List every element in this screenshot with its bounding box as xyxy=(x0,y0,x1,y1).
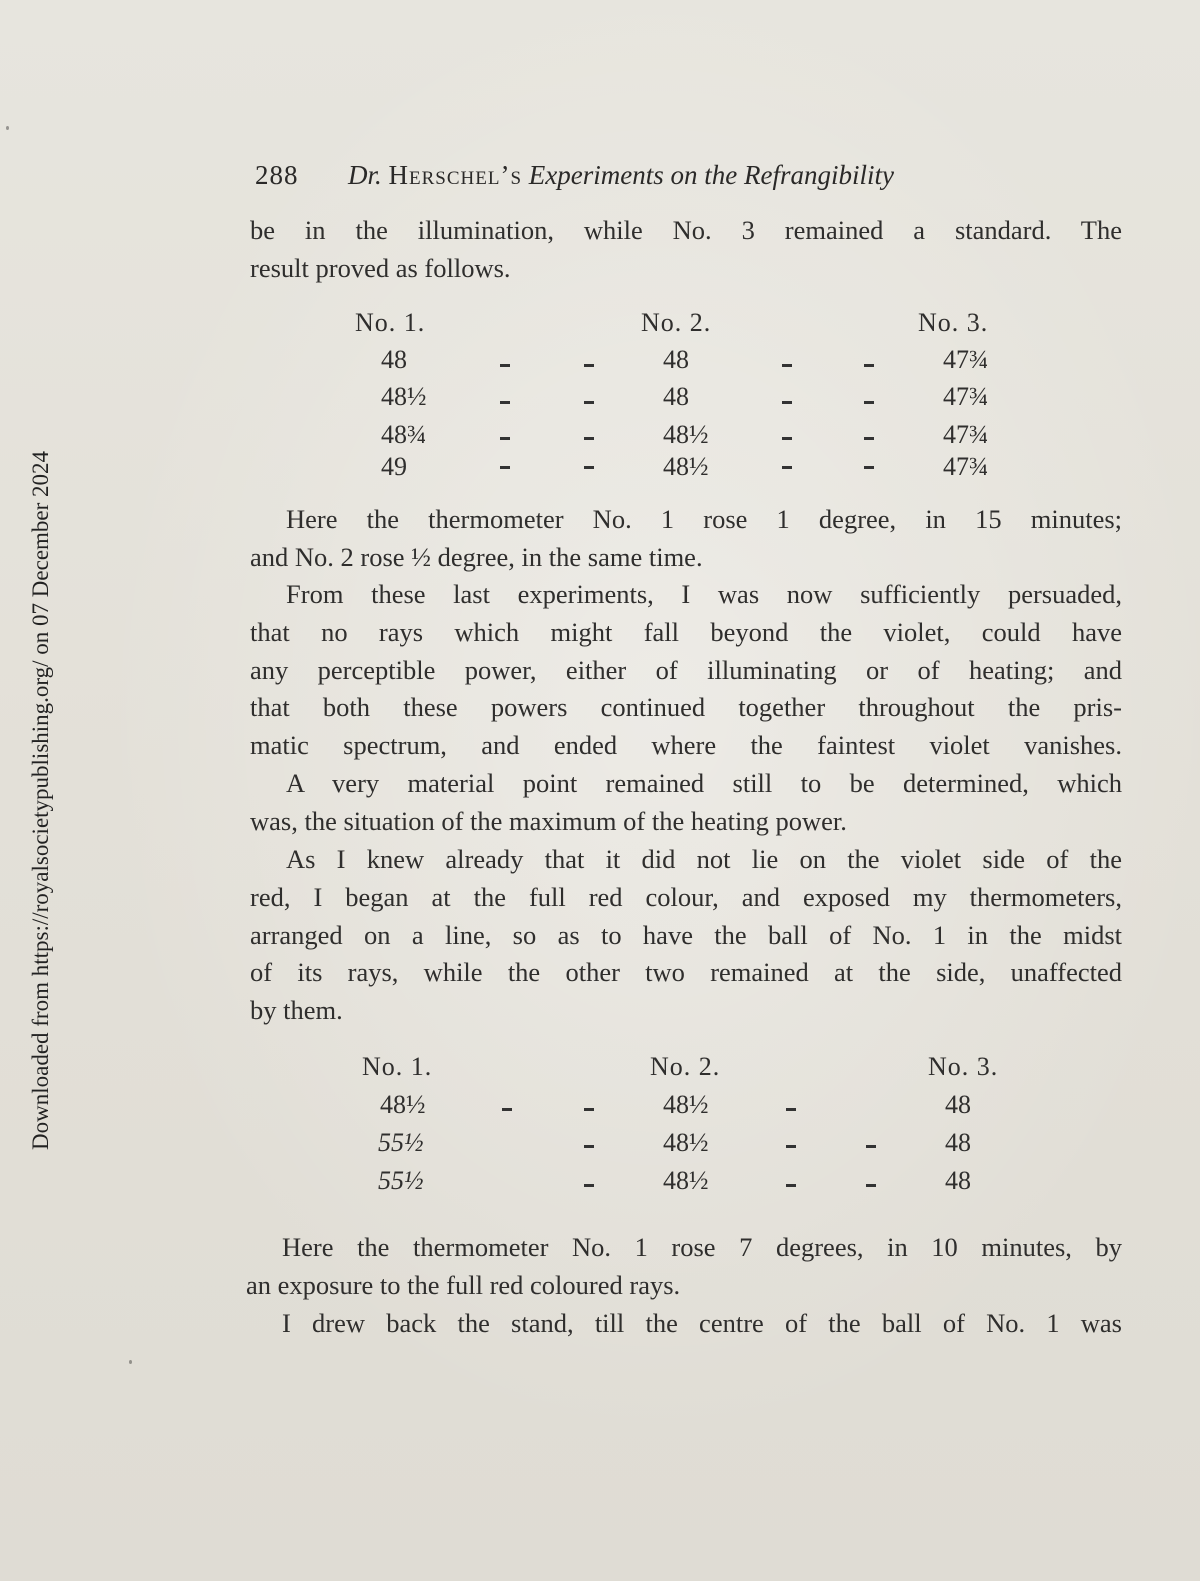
title-prefix: Dr. xyxy=(348,160,382,190)
table1-header-no3: No. 3. xyxy=(918,308,989,337)
table1-r4-c1: 49 xyxy=(381,452,407,481)
leader-dash xyxy=(584,364,594,367)
leader-dash xyxy=(782,364,792,367)
paragraph xyxy=(246,1229,1122,1305)
table2-r1-c1: 48½ xyxy=(380,1090,426,1119)
leader-dash xyxy=(786,1145,796,1148)
paragraph xyxy=(250,576,1122,765)
text-line: I drew back the stand, till the centre of the ball of No. 1 was xyxy=(282,1308,1122,1338)
text-line: of its rays, while the other two remained at the side, unaffected xyxy=(250,957,1122,988)
table2-header-no1: No. 1. xyxy=(362,1052,433,1081)
text-line: that no rays which might fall beyond the violet, could have xyxy=(250,616,1122,647)
running-title xyxy=(348,160,894,191)
text-line: result proved as follows. xyxy=(250,252,511,283)
paragraph-continuation xyxy=(250,212,1122,288)
table2-r1-c2: 48½ xyxy=(663,1090,709,1119)
paragraph xyxy=(250,765,1122,841)
leader-dash xyxy=(500,364,510,367)
text-line: arranged on a line, so as to have the ball of No. 1 in the midst xyxy=(250,919,1122,950)
paragraph xyxy=(250,841,1122,1030)
table1-r2-c1: 48½ xyxy=(381,382,427,411)
leader-dash xyxy=(864,466,874,469)
leader-dash xyxy=(864,364,874,367)
paper-speck xyxy=(6,126,9,130)
page-number: 288 xyxy=(255,160,299,190)
table2-r2-c3: 48 xyxy=(945,1128,971,1157)
leader-dash xyxy=(786,1184,796,1187)
leader-dash xyxy=(782,437,792,440)
text-line: Here the thermometer No. 1 rose 7 degrees, in 10 minutes, by xyxy=(282,1232,1122,1262)
download-note-text: Downloaded from https://royalsocietypublishing.org/ on 07 December 2024 xyxy=(28,450,53,1150)
leader-dash xyxy=(500,437,510,440)
text-line: any perceptible power, either of illuminating or of heating; and xyxy=(250,654,1122,685)
running-header xyxy=(255,160,1045,200)
leader-dash xyxy=(500,401,510,404)
text-line: As I knew already that it did not lie on the violet side of the xyxy=(286,844,1122,874)
table2-r2-c2: 48½ xyxy=(663,1128,709,1157)
leader-dash xyxy=(584,1145,594,1148)
leader-dash xyxy=(584,401,594,404)
author-name: Herschel’s xyxy=(388,160,523,190)
paper-speck xyxy=(129,1360,132,1364)
text-line: matic spectrum, and ended where the faintest violet vanishes. xyxy=(250,730,1122,761)
table1-r4-c2: 48½ xyxy=(663,452,709,481)
download-margin-note xyxy=(18,450,53,1150)
text-line: and No. 2 rose ½ degree, in the same time. xyxy=(250,541,703,572)
leader-dash xyxy=(500,466,510,469)
text-line: be in the illumination, while No. 3 remained a standard. The xyxy=(250,215,1122,245)
table2-r1-c3: 48 xyxy=(945,1090,971,1119)
paragraph xyxy=(246,1305,1122,1343)
leader-dash xyxy=(866,1145,876,1148)
table1-header-no1: No. 1. xyxy=(355,308,426,337)
table2-r3-c1: 55½ xyxy=(378,1166,424,1195)
table1-r2-c3: 47¾ xyxy=(943,382,989,411)
leader-dash xyxy=(584,1184,594,1187)
leader-dash xyxy=(782,466,792,469)
table2-header-no3: No. 3. xyxy=(928,1052,999,1081)
table2-r3-c3: 48 xyxy=(945,1166,971,1195)
title-rest: Experiments on the Refrangibility xyxy=(528,160,894,190)
text-line: was, the situation of the maximum of the heating power. xyxy=(250,805,847,836)
table1-header-no2: No. 2. xyxy=(641,308,712,337)
text-line: red, I began at the full red colour, and exposed my thermometers, xyxy=(250,881,1122,912)
table1-r3-c1: 48¾ xyxy=(381,420,427,449)
table1-r3-c2: 48½ xyxy=(663,420,709,449)
text-line: an exposure to the full red coloured rays. xyxy=(246,1269,681,1300)
leader-dash xyxy=(866,1184,876,1187)
table1-r1-c1: 48 xyxy=(381,345,407,374)
table1-r4-c3: 47¾ xyxy=(943,452,989,481)
leader-dash xyxy=(782,401,792,404)
table2-r3-c2: 48½ xyxy=(663,1166,709,1195)
text-line: that both these powers continued together throughout the pris- xyxy=(250,692,1122,723)
leader-dash xyxy=(502,1108,512,1111)
leader-dash xyxy=(584,466,594,469)
paragraph xyxy=(250,501,1122,577)
leader-dash xyxy=(864,437,874,440)
leader-dash xyxy=(584,437,594,440)
table1-r3-c3: 47¾ xyxy=(943,420,989,449)
text-line: by them. xyxy=(250,995,343,1026)
table1-r1-c3: 47¾ xyxy=(943,345,989,374)
table1-r2-c2: 48 xyxy=(663,382,689,411)
text-line: Here the thermometer No. 1 rose 1 degree, in 15 minutes; xyxy=(286,504,1122,534)
table1-r1-c2: 48 xyxy=(663,345,689,374)
table2-r2-c1: 55½ xyxy=(378,1128,424,1157)
text-line: A very material point remained still to be determined, which xyxy=(286,768,1122,798)
leader-dash xyxy=(584,1108,594,1111)
text-line: From these last experiments, I was now sufficiently persuaded, xyxy=(286,579,1122,609)
leader-dash xyxy=(786,1108,796,1111)
leader-dash xyxy=(864,401,874,404)
table2-header-no2: No. 2. xyxy=(650,1052,721,1081)
